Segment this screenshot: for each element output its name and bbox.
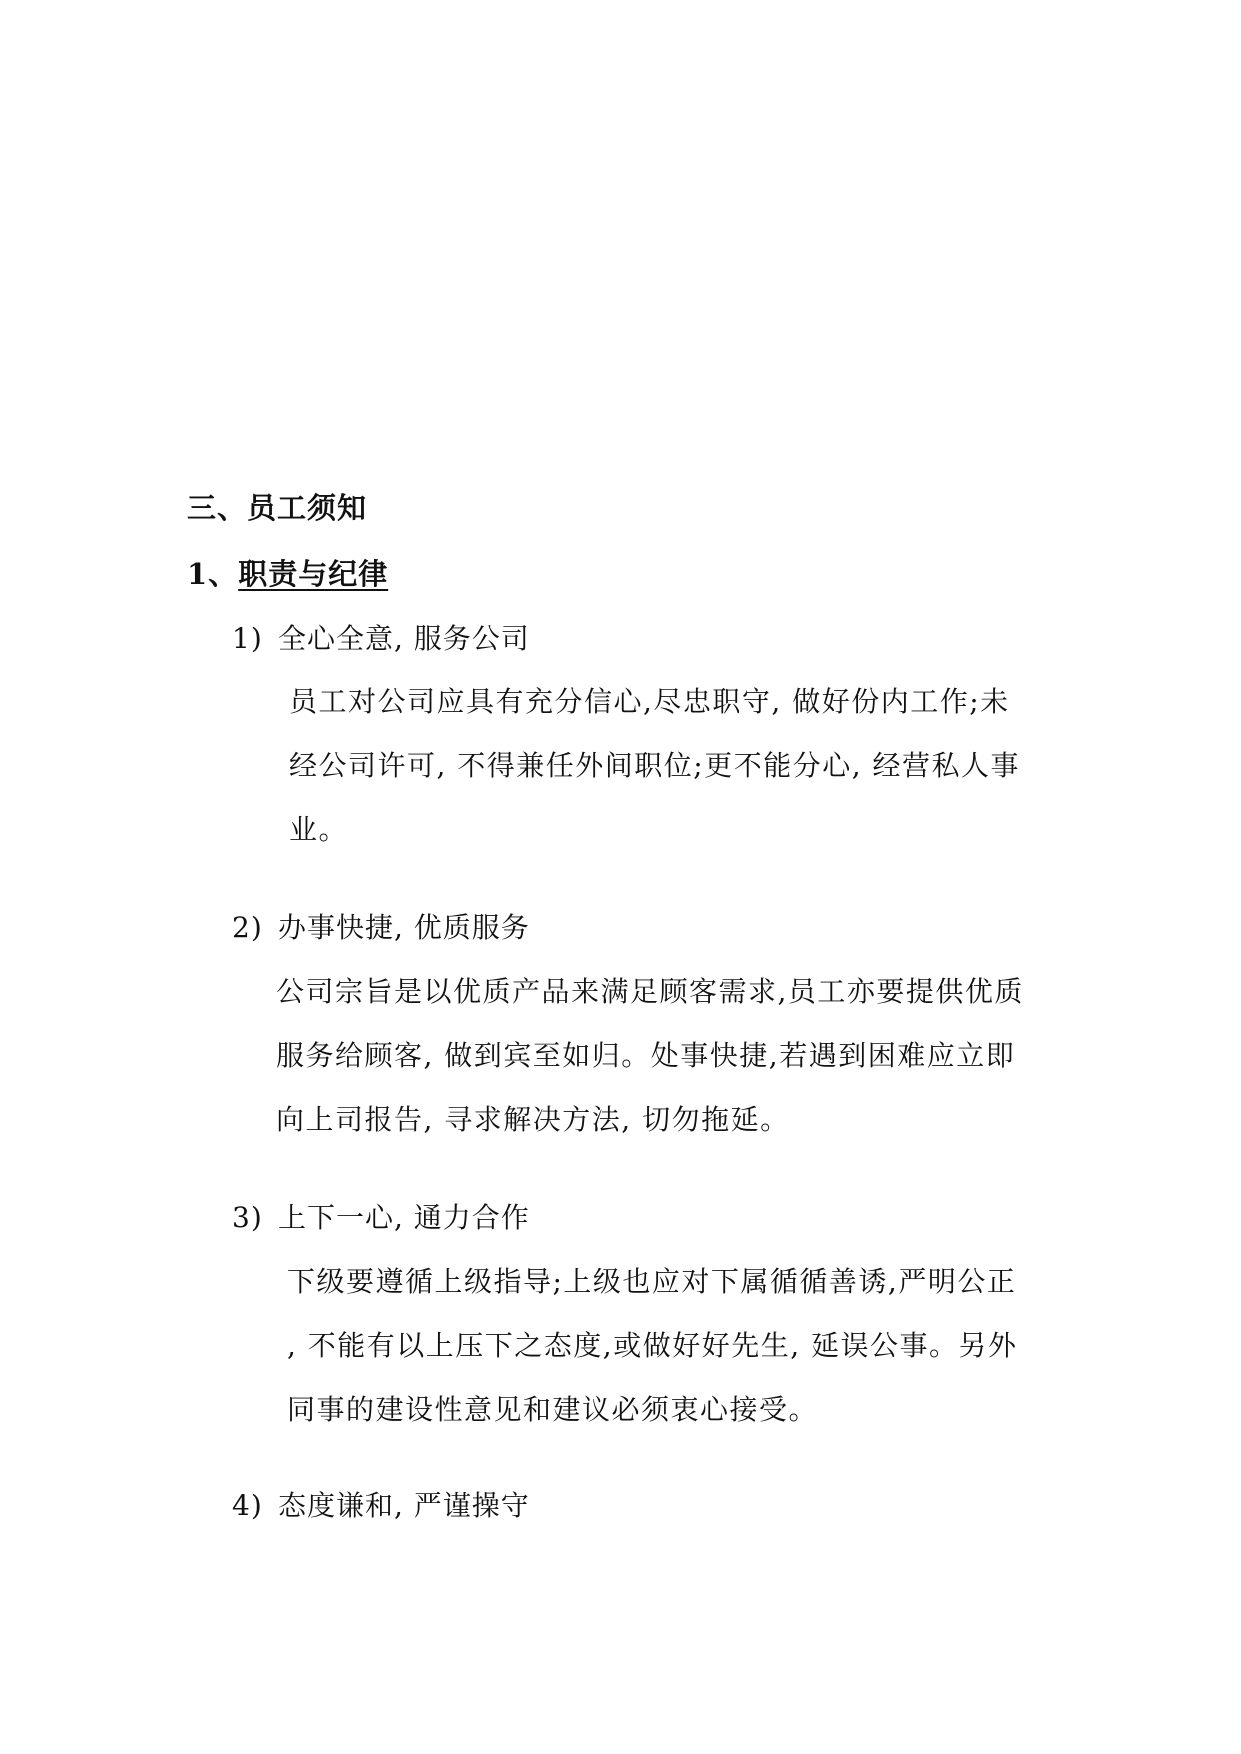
item-heading-4: [232, 1484, 530, 1524]
paragraph-line: 业。: [289, 813, 349, 846]
paragraph-line: 经公司许可, 不得兼任外间职位;更不能分心, 经营私人事: [289, 749, 1021, 782]
item-paragraph-3: [287, 1250, 1018, 1442]
subsection-title: [187, 552, 388, 593]
paragraph-line: , 不能有以上压下之态度,或做好好先生, 延误公事。另外: [287, 1329, 1018, 1362]
item-title: 全心全意, 服务公司: [278, 622, 530, 655]
item-title: 上下一心, 通力合作: [278, 1201, 530, 1234]
paragraph-line: 服务给顾客, 做到宾至如归。处事快捷,若遇到困难应立即: [276, 1039, 1016, 1072]
item-number: 2): [232, 911, 263, 944]
section-title: 三、员工须知: [187, 491, 368, 525]
item-paragraph-1: [289, 670, 1020, 862]
item-title: 态度谦和, 严谨操守: [278, 1489, 530, 1522]
paragraph-line: 员工对公司应具有充分信心,尽忠职守, 做好份内工作;未: [289, 685, 1010, 718]
paragraph-line: 向上司报告, 寻求解决方法, 切勿拖延。: [276, 1103, 790, 1136]
item-title: 办事快捷, 优质服务: [278, 911, 530, 944]
subsection-title-text: 职责与纪律: [238, 557, 389, 591]
item-number: 3): [232, 1201, 263, 1234]
item-paragraph-2: [276, 960, 1024, 1152]
item-heading-1: [232, 617, 530, 657]
item-heading-2: [232, 906, 530, 946]
paragraph-line: 公司宗旨是以优质产品来满足顾客需求,员工亦要提供优质: [276, 975, 1024, 1008]
item-number: 4): [232, 1489, 263, 1522]
item-heading-3: [232, 1196, 530, 1236]
paragraph-line: 同事的建设性意见和建议必须衷心接受。: [287, 1393, 819, 1426]
subsection-number: 1、: [187, 557, 239, 591]
paragraph-line: 下级要遵循上级指导;上级也应对下属循循善诱,严明公正: [287, 1265, 1017, 1298]
item-number: 1): [232, 622, 263, 655]
